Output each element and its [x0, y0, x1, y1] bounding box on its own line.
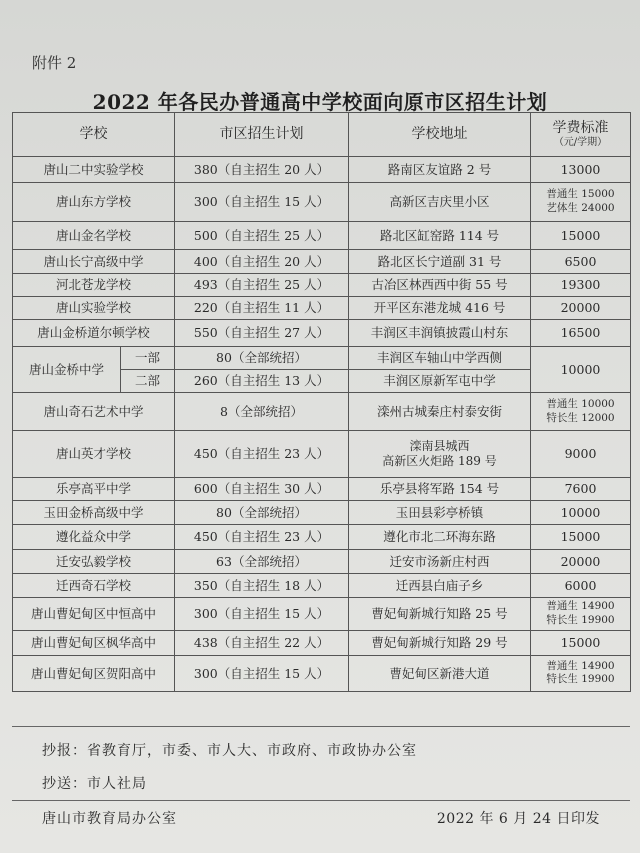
- address-cell: 高新区吉庆里小区: [349, 183, 531, 221]
- address-cell: 路北区缸窑路 114 号: [349, 221, 531, 250]
- address-cell: [349, 477, 531, 500]
- school-name-cell: 唐山曹妃甸区枫华高中: [13, 631, 175, 655]
- fee-cell: [531, 655, 631, 691]
- copy-to-line: 抄送：市人社局: [42, 776, 147, 792]
- plan-cell: 220（自主招生 11 人）: [175, 296, 349, 319]
- fee-cell: [531, 320, 631, 346]
- school-name-cell: 河北苍龙学校: [13, 273, 175, 296]
- table-row: [13, 549, 631, 573]
- report-to-line: 抄报：省教育厅，市委、市人大、市政府、市政协办公室: [42, 743, 417, 759]
- address-cell: 路北区长宁道副 31 号: [349, 250, 531, 273]
- table-row: [13, 221, 631, 250]
- school-name-cell: 乐亭高平中学: [13, 477, 175, 500]
- school-name-cell: 唐山金桥中学: [13, 346, 121, 393]
- plan-cell: 450（自主招生 23 人）: [175, 431, 349, 478]
- header-plan: 市区招生计划: [175, 113, 349, 157]
- table-row: [13, 431, 631, 478]
- fee-line: 15000: [560, 227, 601, 243]
- fee-line: 普通生 14900: [546, 659, 615, 672]
- fee-cell: [531, 250, 631, 273]
- address-line: 遵化市北二环海东路: [383, 528, 496, 544]
- address-line: 滦南县城西: [409, 439, 470, 454]
- fee-cell: [531, 477, 631, 500]
- address-line: 曹妃甸区新港大道: [389, 665, 490, 681]
- table-row: [13, 320, 631, 346]
- school-name-cell: 玉田金桥高级中学: [13, 501, 175, 524]
- plan-cell: 600（自主招生 30 人）: [175, 477, 349, 500]
- address-cell: 古冶区林西西中街 55 号: [349, 273, 531, 296]
- address-cell: [349, 574, 531, 597]
- school-name-cell: 唐山实验学校: [13, 296, 175, 319]
- school-name-cell: 唐山二中实验学校: [13, 157, 175, 183]
- school-name-cell: 迁西奇石学校: [13, 574, 175, 597]
- address-cell: [349, 549, 531, 573]
- fee-cell: [531, 574, 631, 597]
- fee-cell: [531, 549, 631, 573]
- address-line: 迁西县白庙子乡: [395, 577, 484, 593]
- plan-cell: 380（自主招生 20 人）: [175, 157, 349, 183]
- address-line: 曹妃甸新城行知路 25 号: [371, 606, 508, 622]
- plan-cell: 80（全部统招）: [175, 346, 349, 369]
- campus-part-cell: 二部: [121, 369, 175, 392]
- table-row: [13, 296, 631, 319]
- school-name-cell: 唐山东方学校: [13, 183, 175, 221]
- fee-line: 10000: [560, 504, 601, 520]
- table-row: [13, 477, 631, 500]
- address-cell: [349, 431, 531, 478]
- fee-cell: [531, 296, 631, 319]
- fee-cell: [531, 183, 631, 221]
- plan-cell: 260（自主招生 13 人）: [175, 369, 349, 392]
- attachment-label: 附件 2: [32, 54, 77, 72]
- fee-line: 20000: [560, 300, 601, 316]
- fee-line: 普通生 15000: [546, 188, 615, 201]
- table-row: [13, 273, 631, 296]
- fee-cell: 10000: [531, 346, 631, 393]
- address-cell: [349, 655, 531, 691]
- fee-line: 普通生 10000: [546, 398, 615, 411]
- table-row: [13, 346, 631, 369]
- address-line: 玉田县彩亭桥镇: [395, 504, 484, 520]
- fee-line: 19300: [560, 276, 601, 292]
- fee-cell: [531, 273, 631, 296]
- fee-line: 特长生 19900: [546, 673, 615, 686]
- table-row: [13, 631, 631, 655]
- fee-line: 7600: [564, 481, 597, 497]
- enrollment-plan-table: [12, 112, 631, 692]
- address-line: 滦州古城秦庄村泰安街: [376, 403, 502, 419]
- footer-divider-top: [12, 726, 630, 727]
- plan-cell: 300（自主招生 15 人）: [175, 597, 349, 631]
- issue-date: 2022 年 6 月 24 日印发: [436, 811, 600, 827]
- fee-cell: [531, 431, 631, 478]
- table-row: [13, 393, 631, 431]
- table-header-row: [13, 113, 631, 157]
- fee-line: 普通生 14900: [546, 600, 615, 613]
- table-row: [13, 597, 631, 631]
- address-line: 乐亭县将军路 154 号: [379, 481, 500, 497]
- header-fee-main: 学费标准: [552, 119, 609, 136]
- address-line: 迁安市汤新庄村西: [389, 553, 490, 569]
- plan-cell: 63（全部统招）: [175, 549, 349, 573]
- school-name-cell: 迁安弘毅学校: [13, 549, 175, 573]
- address-cell: [349, 597, 531, 631]
- plan-cell: 450（自主招生 23 人）: [175, 524, 349, 549]
- plan-cell: 550（自主招生 27 人）: [175, 320, 349, 346]
- fee-cell: [531, 393, 631, 431]
- fee-line: 15000: [560, 635, 601, 651]
- fee-line: 6500: [564, 253, 597, 269]
- fee-line: 特长生 12000: [546, 411, 615, 424]
- school-name-cell: 唐山金桥道尔顿学校: [13, 320, 175, 346]
- school-name-cell: 唐山金名学校: [13, 221, 175, 250]
- table-row: [13, 655, 631, 691]
- address-cell: 丰润区丰润镇披霞山村东: [349, 320, 531, 346]
- plan-cell: 300（自主招生 15 人）: [175, 183, 349, 221]
- table-row: [13, 524, 631, 549]
- fee-line: 16500: [560, 325, 601, 341]
- school-name-cell: 唐山曹妃甸区贺阳高中: [13, 655, 175, 691]
- header-school: 学校: [13, 113, 175, 157]
- table-row: [13, 183, 631, 221]
- plan-cell: 400（自主招生 20 人）: [175, 250, 349, 273]
- school-name-cell: 唐山英才学校: [13, 431, 175, 478]
- fee-line: 20000: [560, 553, 601, 569]
- fee-line: 9000: [564, 446, 597, 462]
- plan-cell: 438（自主招生 22 人）: [175, 631, 349, 655]
- address-cell: [349, 524, 531, 549]
- plan-cell: 500（自主招生 25 人）: [175, 221, 349, 250]
- fee-cell: [531, 501, 631, 524]
- plan-cell: 300（自主招生 15 人）: [175, 655, 349, 691]
- address-line: 曹妃甸新城行知路 29 号: [371, 635, 508, 651]
- table-row: [13, 574, 631, 597]
- fee-line: 15000: [560, 528, 601, 544]
- header-fee-unit: （元/学期）: [553, 137, 608, 148]
- address-line: 高新区火炬路 189 号: [382, 454, 497, 469]
- fee-cell: [531, 597, 631, 631]
- fee-line: 13000: [560, 161, 601, 177]
- fee-line: 特长生 19900: [546, 614, 615, 627]
- address-cell: [349, 501, 531, 524]
- document-title: 2022 年各民办普通高中学校面向原市区招生计划: [92, 90, 548, 114]
- fee-cell: [531, 631, 631, 655]
- fee-line: 艺体生 24000: [546, 202, 615, 215]
- table-row: [13, 501, 631, 524]
- address-cell: 路南区友谊路 2 号: [349, 157, 531, 183]
- school-name-cell: 唐山奇石艺术中学: [13, 393, 175, 431]
- plan-cell: 493（自主招生 25 人）: [175, 273, 349, 296]
- address-cell: 丰润区原新军屯中学: [349, 369, 531, 392]
- address-cell: [349, 393, 531, 431]
- header-address: 学校地址: [349, 113, 531, 157]
- issuer-name: 唐山市教育局办公室: [42, 811, 177, 827]
- fee-line: 6000: [564, 577, 597, 593]
- school-name-cell: 唐山长宁高级中学: [13, 250, 175, 273]
- school-name-cell: 唐山曹妃甸区中恒高中: [13, 597, 175, 631]
- campus-part-cell: 一部: [121, 346, 175, 369]
- header-fee: [531, 113, 631, 157]
- address-cell: 丰润区车轴山中学西侧: [349, 346, 531, 369]
- plan-cell: 80（全部统招）: [175, 501, 349, 524]
- footer-divider-bottom: [12, 800, 630, 801]
- address-cell: 开平区东港龙城 416 号: [349, 296, 531, 319]
- fee-cell: [531, 157, 631, 183]
- table-body: [13, 157, 631, 692]
- table-row: [13, 250, 631, 273]
- plan-cell: 8（全部统招）: [175, 393, 349, 431]
- school-name-cell: 遵化益众中学: [13, 524, 175, 549]
- fee-cell: [531, 221, 631, 250]
- table-row: [13, 157, 631, 183]
- fee-cell: [531, 524, 631, 549]
- address-cell: [349, 631, 531, 655]
- plan-cell: 350（自主招生 18 人）: [175, 574, 349, 597]
